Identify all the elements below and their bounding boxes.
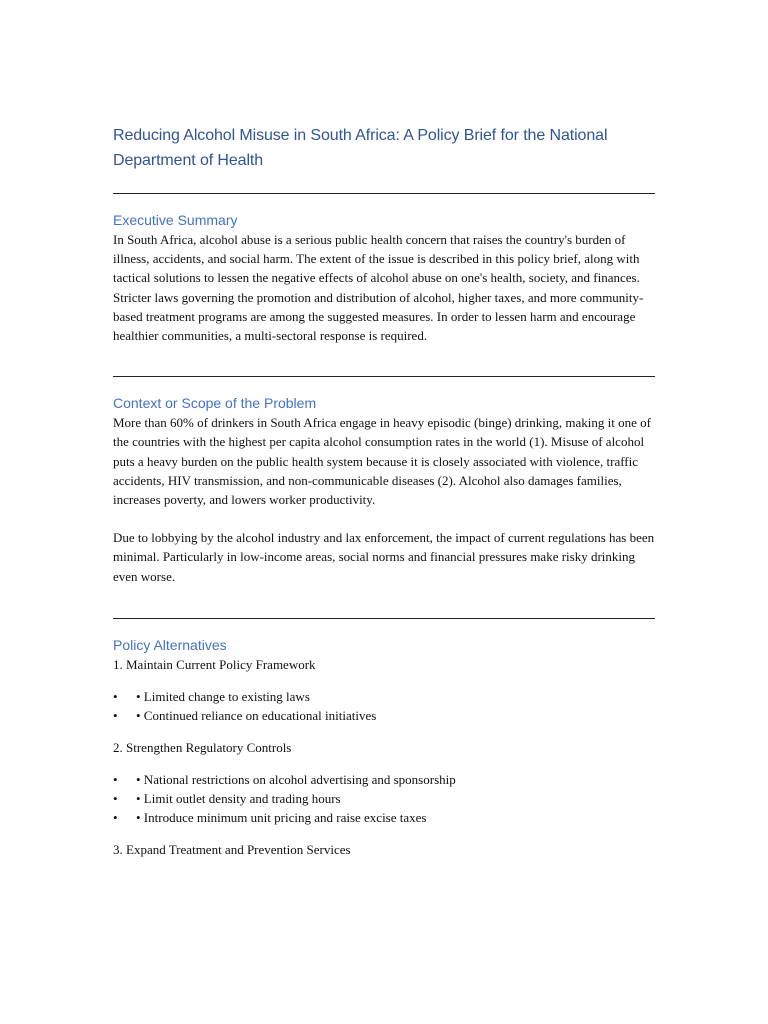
- section-divider: [113, 618, 655, 619]
- section-divider: [113, 376, 655, 377]
- context-paragraph-1: More than 60% of drinkers in South Africa engage in heavy episodic (binge) drinking, making it one of the countries with the highest per capita alcohol consumption rates in the world (1). Misuse of alcohol puts a heavy burden on the public health system because it is closely associated with violence, traffic accidents, HIV transmission, and non-communicable diseases (2). Alcohol also damages families, increases poverty, and lowers worker productivity.: [113, 415, 651, 508]
- policy-alternatives-heading: Policy Alternatives: [113, 636, 227, 653]
- context-paragraph-2: Due to lobbying by the alcohol industry and lax enforcement, the impact of current regulations has been minimal. Particularly in low-income areas, social norms and financial pressures make risky drinking even worse.: [113, 530, 655, 584]
- list-item: • • National restrictions on alcohol advertising and sponsorship: [113, 772, 456, 788]
- bullet-icon: •: [113, 689, 118, 705]
- section-divider: [113, 193, 655, 194]
- list-item: • • Limited change to existing laws: [113, 689, 310, 705]
- document-page: [113, 123, 655, 859]
- list-item: • • Introduce minimum unit pricing and raise excise taxes: [113, 810, 427, 826]
- policy-option-1-title: 1. Maintain Current Policy Framework: [113, 656, 316, 672]
- document-title-line-1: Reducing Alcohol Misuse in South Africa: A Policy Brief for the National: [113, 127, 608, 144]
- context-heading: Context or Scope of the Problem: [113, 395, 317, 412]
- policy-option-1-list: [113, 687, 655, 725]
- list-item: • • Limit outlet density and trading hours: [113, 791, 341, 807]
- bullet-icon: •: [113, 810, 118, 826]
- document-title: [113, 123, 655, 173]
- bullet-icon: •: [113, 772, 118, 788]
- bullet-icon: •: [113, 708, 118, 724]
- policy-option-3-title: 3. Expand Treatment and Prevention Services: [113, 842, 351, 858]
- document-title-line-2: Department of Health: [113, 152, 264, 169]
- policy-option-2-title: 2. Strengthen Regulatory Controls: [113, 740, 292, 756]
- executive-summary-text: In South Africa, alcohol abuse is a serious public health concern that raises the country's burden of illness, accidents, and social harm. The extent of the issue is described in this policy brief, along with tactical solutions to lessen the negative effects of alcohol abuse on one's health, society, and finances. Stricter laws governing the promotion and distribution of alcohol, higher taxes, and more community-based treatment programs are among the suggested measures. In order to lessen harm and encourage healthier communities, a multi-sectoral response is required.: [113, 232, 644, 344]
- list-item: • • Continued reliance on educational initiatives: [113, 708, 377, 724]
- policy-option-2-list: [113, 770, 655, 827]
- bullet-icon: •: [113, 791, 118, 807]
- executive-summary-heading: Executive Summary: [113, 212, 238, 228]
